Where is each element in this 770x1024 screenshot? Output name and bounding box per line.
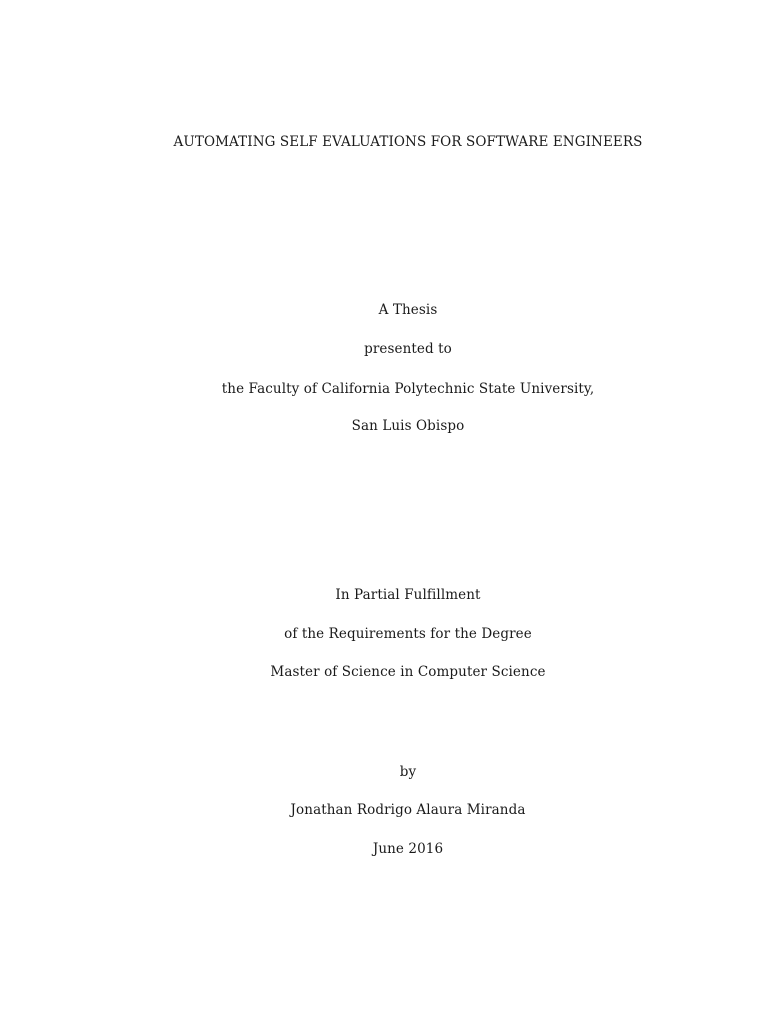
thesis-type: A Thesis <box>378 302 438 318</box>
by-line: by <box>399 764 417 780</box>
fulfillment-line: In Partial Fulfillment <box>335 587 481 603</box>
location-line: San Luis Obispo <box>351 418 465 434</box>
author-name: Jonathan Rodrigo Alaura Miranda <box>290 802 526 818</box>
degree-line: Master of Science in Computer Science <box>270 664 546 680</box>
thesis-title: AUTOMATING SELF EVALUATIONS FOR SOFTWARE ENGINEERS <box>173 134 643 150</box>
presented-to-line: presented to <box>364 341 452 357</box>
faculty-line: the Faculty of California Polytechnic State University, <box>221 381 595 397</box>
requirements-line: of the Requirements for the Degree <box>284 626 532 642</box>
submission-date: June 2016 <box>372 841 444 857</box>
